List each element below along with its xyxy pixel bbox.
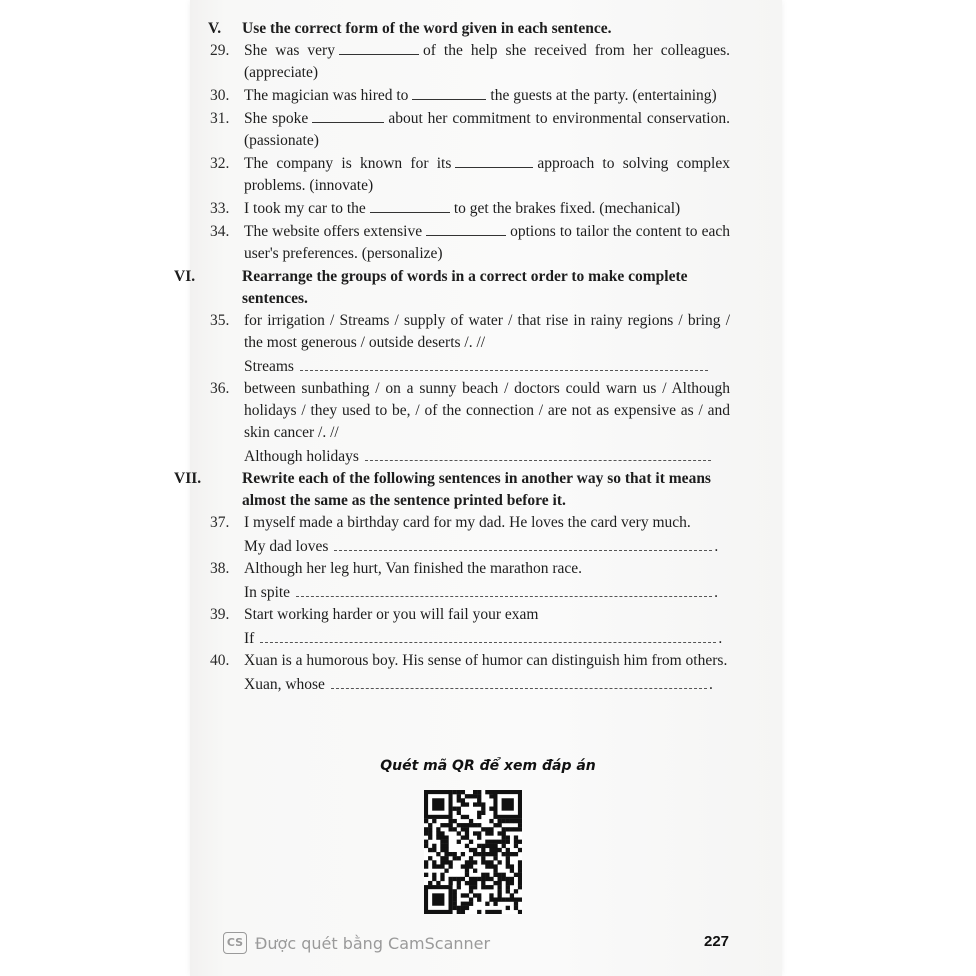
item-text-after: to get the brakes fixed. (mechanical) bbox=[453, 200, 681, 217]
item-number: 38. bbox=[210, 560, 230, 577]
answer-blank[interactable] bbox=[331, 673, 707, 689]
exercise-item-31 bbox=[208, 108, 730, 152]
item-text-before: I took my car to the bbox=[244, 200, 366, 217]
section-vii-title: Rewrite each of the following sentences in another way so that it means almost the same as the sentence printed before it. bbox=[242, 470, 711, 509]
answer-blank[interactable] bbox=[370, 198, 450, 213]
answer-start: My dad loves bbox=[244, 538, 329, 555]
qr-caption: Quét mã QR để xem đáp án bbox=[380, 758, 596, 774]
exercise-item-38 bbox=[208, 558, 730, 580]
section-vi-title: Rearrange the groups of words in a correct order to make complete sentences. bbox=[242, 268, 688, 307]
exercise-item-36 bbox=[208, 378, 730, 444]
item-number: 37. bbox=[210, 514, 230, 531]
section-vii-numeral: VII. bbox=[174, 470, 202, 487]
answer-start: Although holidays bbox=[244, 448, 359, 465]
page-number: 227 bbox=[704, 933, 730, 950]
exercise-content bbox=[174, 18, 730, 696]
item-text-after: the guests at the party. (entertaining) bbox=[490, 87, 717, 104]
answer-line-35 bbox=[208, 355, 730, 378]
exercise-item-30 bbox=[208, 85, 730, 107]
answer-blank[interactable] bbox=[312, 108, 384, 123]
item-text: I myself made a birthday card for my dad. He loves the card very much. bbox=[244, 514, 691, 531]
answer-line-40: Xuan, whose . bbox=[208, 673, 730, 696]
answer-blank[interactable] bbox=[426, 221, 506, 236]
answer-start: In spite bbox=[244, 584, 291, 601]
answer-blank[interactable] bbox=[365, 445, 711, 461]
item-text: Although her leg hurt, Van finished the marathon race. bbox=[244, 560, 583, 577]
exercise-item-39 bbox=[208, 604, 730, 626]
section-v-title: Use the correct form of the word given in each sentence. bbox=[242, 20, 612, 37]
answer-blank[interactable] bbox=[300, 355, 708, 371]
item-text: for irrigation / Streams / supply of water / that rise in rainy regions / bring / the most generous / outside deserts /. // bbox=[244, 312, 730, 351]
answer-blank[interactable] bbox=[260, 627, 716, 643]
camscanner-text: Được quét bằng CamScanner bbox=[255, 933, 491, 953]
item-text-before: She spoke bbox=[244, 110, 309, 127]
item-text-after: approach to solving complex problems. (innovate) bbox=[244, 155, 730, 194]
answer-blank[interactable] bbox=[334, 535, 712, 551]
answer-line-39: If . bbox=[208, 627, 730, 650]
answer-start: Streams bbox=[244, 358, 294, 375]
qr-code-graphic bbox=[424, 790, 522, 914]
qr-code[interactable] bbox=[424, 790, 522, 914]
item-number: 33. bbox=[210, 200, 230, 217]
exercise-item-33 bbox=[208, 198, 730, 220]
answer-start: Xuan, whose bbox=[244, 676, 325, 693]
exercise-item-29 bbox=[208, 40, 730, 84]
answer-start: If bbox=[244, 630, 255, 647]
item-text-before: She was very bbox=[244, 42, 335, 59]
item-text-before: The company is known for its bbox=[244, 155, 452, 172]
item-text: Xuan is a humorous boy. His sense of humor can distinguish him from others. bbox=[244, 652, 728, 669]
item-number: 39. bbox=[210, 606, 230, 623]
section-vii-heading bbox=[174, 468, 730, 512]
answer-blank[interactable] bbox=[296, 581, 712, 597]
camscanner-watermark bbox=[223, 932, 490, 954]
answer-blank[interactable] bbox=[339, 40, 419, 55]
answer-line-36 bbox=[208, 445, 730, 468]
exercise-item-32 bbox=[208, 153, 730, 197]
item-number: 30. bbox=[210, 87, 230, 104]
item-text: Start working harder or you will fail your exam bbox=[244, 606, 539, 623]
camscanner-logo-icon: CS bbox=[223, 932, 247, 954]
item-number: 31. bbox=[210, 110, 230, 127]
item-number: 32. bbox=[210, 155, 230, 172]
section-vi-numeral: VI. bbox=[174, 268, 196, 285]
answer-blank[interactable] bbox=[412, 85, 486, 100]
section-v-heading bbox=[208, 18, 730, 40]
exercise-item-40 bbox=[208, 650, 730, 672]
item-number: 35. bbox=[210, 312, 230, 329]
item-number: 34. bbox=[210, 223, 230, 240]
item-text: between sunbathing / on a sunny beach / doctors could warn us / Although holidays / they used to be, / of the connection / are not as expensive as / and skin cancer /. // bbox=[244, 380, 730, 441]
item-number: 36. bbox=[210, 380, 230, 397]
item-text-before: The website offers extensive bbox=[244, 223, 423, 240]
item-number: 29. bbox=[210, 42, 230, 59]
item-text-after: of the help she received from her colleagues. (appreciate) bbox=[244, 42, 730, 81]
answer-line-37: My dad loves . bbox=[208, 535, 730, 558]
exercise-item-34 bbox=[208, 221, 730, 265]
answer-line-38: In spite . bbox=[208, 581, 730, 604]
item-text-after: about her commitment to environmental conservation. (passionate) bbox=[244, 110, 730, 149]
item-text-after: options to tailor the content to each user's preferences. (personalize) bbox=[244, 223, 730, 262]
section-v-numeral: V. bbox=[208, 20, 222, 37]
exercise-item-37 bbox=[208, 512, 730, 534]
item-number: 40. bbox=[210, 652, 230, 669]
exercise-item-35 bbox=[208, 310, 730, 354]
section-vi-heading bbox=[174, 266, 730, 310]
answer-blank[interactable] bbox=[455, 153, 533, 168]
item-text-before: The magician was hired to bbox=[244, 87, 409, 104]
